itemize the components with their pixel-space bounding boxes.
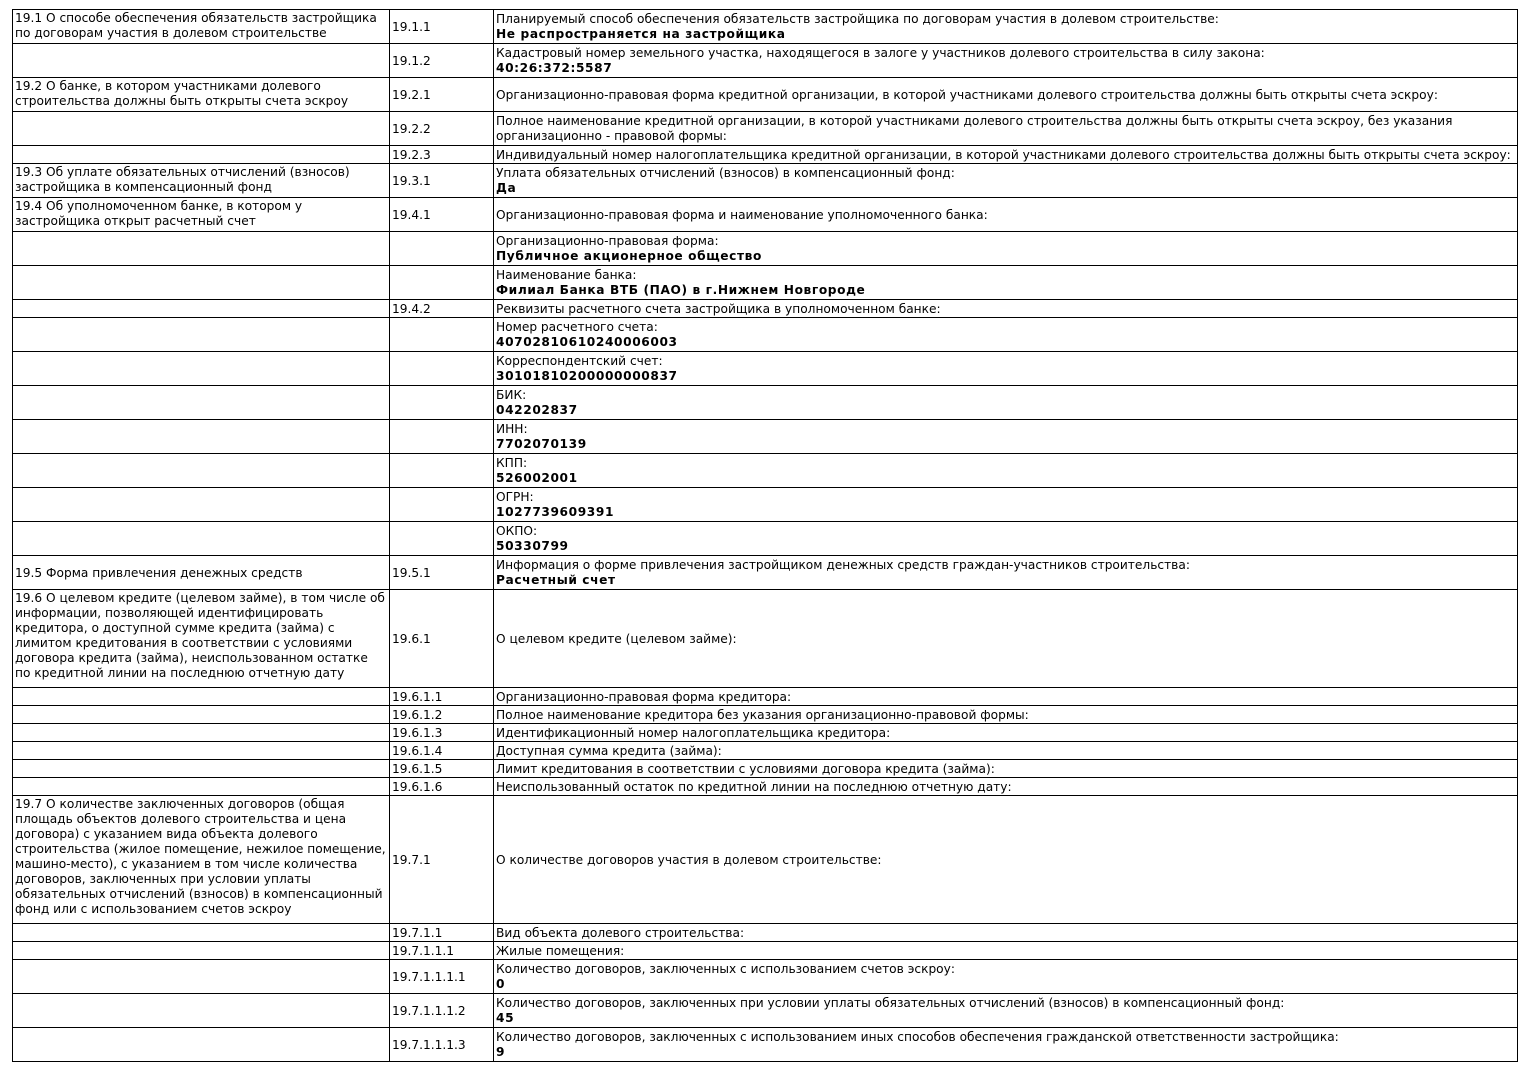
item-code: 19.6.1.2 <box>392 707 443 722</box>
section-cell <box>13 760 390 778</box>
item-value: 0 <box>496 977 506 991</box>
section-text: 19.7 О количестве заключенных договоров (общая площадь объектов долевого строительства и цена договора) с указанием вида объекта долевого строительства (жилое помещение, нежилое помещение, машино-место), с указанием в том числе количества договоров, заключенных при условии уплаты обязательных отчислений (взносов) в компенсационный фонд или с использованием счетов эскроу <box>15 797 386 916</box>
item-value: Публичное акционерное общество <box>496 249 762 263</box>
table-row <box>13 420 1518 454</box>
item-code: 19.7.1.1.1.1 <box>392 969 466 984</box>
item-value: 40:26:372:5587 <box>496 61 613 75</box>
item-label: Полное наименование кредитной организации, в которой участниками долевого строительства должны быть открыты счета эскроу, без указания организационно - правовой формы: <box>496 114 1453 143</box>
code-cell <box>390 266 494 300</box>
item-label: КПП: <box>496 456 528 470</box>
code-cell <box>390 742 494 760</box>
code-cell <box>390 454 494 488</box>
section-text: 19.1 О способе обеспечения обязательств застройщика по договорам участия в долевом строительстве <box>15 11 377 40</box>
content-cell <box>494 796 1518 924</box>
code-cell <box>390 724 494 742</box>
item-code: 19.7.1.1.1.2 <box>392 1003 466 1018</box>
table-row <box>13 924 1518 942</box>
table-row <box>13 556 1518 590</box>
item-label: Количество договоров, заключенных с использованием иных способов обеспечения гражданской ответственности застройщика: <box>496 1030 1339 1044</box>
section-cell <box>13 300 390 318</box>
item-label: ОГРН: <box>496 490 534 504</box>
table-row <box>13 454 1518 488</box>
table-row <box>13 44 1518 78</box>
item-code: 19.7.1.1 <box>392 925 443 940</box>
code-cell <box>390 796 494 924</box>
code-cell <box>390 688 494 706</box>
code-cell <box>390 590 494 688</box>
code-cell <box>390 44 494 78</box>
section-text: 19.6 О целевом кредите (целевом займе), в том числе об информации, позволяющей идентифицировать кредитора, о доступной сумме кредита (займа) с лимитом кредитования в соответствии с условиями договора кредита (займа), неиспользованном остатке по кредитной линии на последнюю отчетную дату <box>15 591 385 680</box>
content-cell <box>494 522 1518 556</box>
item-value: 042202837 <box>496 403 578 417</box>
code-cell <box>390 300 494 318</box>
section-cell <box>13 146 390 164</box>
section-cell <box>13 556 390 590</box>
item-code: 19.6.1.5 <box>392 761 443 776</box>
code-cell <box>390 146 494 164</box>
section-cell <box>13 1028 390 1062</box>
section-cell <box>13 112 390 146</box>
item-code: 19.6.1.6 <box>392 779 443 794</box>
code-cell <box>390 488 494 522</box>
content-cell <box>494 164 1518 198</box>
content-cell <box>494 760 1518 778</box>
item-code: 19.4.1 <box>392 207 431 222</box>
item-label: ИНН: <box>496 422 528 436</box>
table-row <box>13 300 1518 318</box>
code-cell <box>390 10 494 44</box>
code-cell <box>390 1028 494 1062</box>
table-row <box>13 112 1518 146</box>
item-value: 50330799 <box>496 539 569 553</box>
item-label: Кадастровый номер земельного участка, находящегося в залоге у участников долевого строительства в силу закона: <box>496 46 1265 60</box>
item-label: Информация о форме привлечения застройщиком денежных средств граждан-участников строительства: <box>496 558 1190 572</box>
table-row <box>13 942 1518 960</box>
item-label: Номер расчетного счета: <box>496 320 658 334</box>
section-cell <box>13 706 390 724</box>
table-row <box>13 146 1518 164</box>
code-cell <box>390 778 494 796</box>
item-value: 30101810200000000837 <box>496 369 678 383</box>
section-cell <box>13 960 390 994</box>
code-cell <box>390 706 494 724</box>
section-cell <box>13 44 390 78</box>
item-label: Организационно-правовая форма: <box>496 234 719 248</box>
content-cell <box>494 112 1518 146</box>
item-value: 7702070139 <box>496 437 587 451</box>
item-code: 19.2.1 <box>392 87 431 102</box>
item-label: Уплата обязательных отчислений (взносов) в компенсационный фонд: <box>496 166 955 180</box>
section-cell <box>13 266 390 300</box>
item-code: 19.6.1 <box>392 631 431 646</box>
table-row <box>13 742 1518 760</box>
item-label: Планируемый способ обеспечения обязательств застройщика по договорам участия в долевом строительстве: <box>496 12 1219 26</box>
content-cell <box>494 706 1518 724</box>
content-cell <box>494 942 1518 960</box>
item-value: 9 <box>496 1045 506 1059</box>
section-cell <box>13 78 390 112</box>
table-row <box>13 724 1518 742</box>
content-cell <box>494 742 1518 760</box>
table-row <box>13 318 1518 352</box>
section-cell <box>13 994 390 1028</box>
item-label: Реквизиты расчетного счета застройщика в уполномоченном банке: <box>496 301 941 316</box>
code-cell <box>390 164 494 198</box>
section-cell <box>13 724 390 742</box>
table-row <box>13 232 1518 266</box>
section-cell <box>13 522 390 556</box>
disclosure-table <box>12 9 1518 1062</box>
content-cell <box>494 10 1518 44</box>
content-cell <box>494 78 1518 112</box>
content-cell <box>494 232 1518 266</box>
code-cell <box>390 556 494 590</box>
content-cell <box>494 924 1518 942</box>
section-cell <box>13 742 390 760</box>
content-cell <box>494 318 1518 352</box>
code-cell <box>390 112 494 146</box>
item-value: Филиал Банка ВТБ (ПАО) в г.Нижнем Новгороде <box>496 283 866 297</box>
item-code: 19.7.1 <box>392 852 431 867</box>
table-row <box>13 960 1518 994</box>
code-cell <box>390 318 494 352</box>
table-row <box>13 522 1518 556</box>
content-cell <box>494 960 1518 994</box>
content-cell <box>494 352 1518 386</box>
section-cell <box>13 420 390 454</box>
table-row <box>13 688 1518 706</box>
item-code: 19.2.2 <box>392 121 431 136</box>
table-row <box>13 78 1518 112</box>
content-cell <box>494 556 1518 590</box>
code-cell <box>390 924 494 942</box>
content-cell <box>494 454 1518 488</box>
content-cell <box>494 266 1518 300</box>
section-cell <box>13 924 390 942</box>
item-label: Доступная сумма кредита (займа): <box>496 743 722 758</box>
item-code: 19.7.1.1.1 <box>392 943 455 958</box>
item-value: 1027739609391 <box>496 505 615 519</box>
item-label: Наименование банка: <box>496 268 637 282</box>
section-text: 19.4 Об уполномоченном банке, в котором у застройщика открыт расчетный счет <box>15 199 303 228</box>
section-cell <box>13 942 390 960</box>
item-code: 19.7.1.1.1.3 <box>392 1037 466 1052</box>
code-cell <box>390 960 494 994</box>
code-cell <box>390 78 494 112</box>
section-cell <box>13 10 390 44</box>
item-code: 19.5.1 <box>392 565 431 580</box>
disclosure-table-body <box>13 10 1518 1062</box>
item-code: 19.2.3 <box>392 147 431 162</box>
item-value: Расчетный счет <box>496 573 616 587</box>
code-cell <box>390 232 494 266</box>
section-cell <box>13 318 390 352</box>
table-row <box>13 164 1518 198</box>
section-text: 19.3 Об уплате обязательных отчислений (взносов) застройщика в компенсационный фонд <box>15 165 350 194</box>
content-cell <box>494 44 1518 78</box>
section-text: 19.2 О банке, в котором участниками долевого строительства должны быть открыты счета эскроу <box>15 79 349 108</box>
item-code: 19.4.2 <box>392 301 431 316</box>
code-cell <box>390 942 494 960</box>
content-cell <box>494 1028 1518 1062</box>
section-cell <box>13 232 390 266</box>
section-cell <box>13 590 390 688</box>
item-label: Количество договоров, заключенных с использованием счетов эскроу: <box>496 962 955 976</box>
section-cell <box>13 688 390 706</box>
table-row <box>13 778 1518 796</box>
table-row <box>13 198 1518 232</box>
item-label: ОКПО: <box>496 524 538 538</box>
code-cell <box>390 198 494 232</box>
item-label: Вид объекта долевого строительства: <box>496 925 745 940</box>
table-row <box>13 706 1518 724</box>
section-cell <box>13 386 390 420</box>
section-cell <box>13 198 390 232</box>
table-row <box>13 10 1518 44</box>
code-cell <box>390 352 494 386</box>
item-label: Жилые помещения: <box>496 943 625 958</box>
table-row <box>13 386 1518 420</box>
section-cell <box>13 454 390 488</box>
item-label: О целевом кредите (целевом займе): <box>496 631 737 646</box>
item-value: Да <box>496 181 517 195</box>
content-cell <box>494 146 1518 164</box>
item-label: Идентификационный номер налогоплательщика кредитора: <box>496 725 891 740</box>
content-cell <box>494 590 1518 688</box>
table-row <box>13 352 1518 386</box>
table-row <box>13 994 1518 1028</box>
item-label: Индивидуальный номер налогоплательщика кредитной организации, в которой участниками долевого строительства должны быть открыты счета эскроу: <box>496 147 1511 162</box>
code-cell <box>390 420 494 454</box>
content-cell <box>494 198 1518 232</box>
item-code: 19.1.2 <box>392 53 431 68</box>
table-row <box>13 796 1518 924</box>
content-cell <box>494 724 1518 742</box>
code-cell <box>390 994 494 1028</box>
section-cell <box>13 352 390 386</box>
item-label: БИК: <box>496 388 527 402</box>
item-label: О количестве договоров участия в долевом строительстве: <box>496 852 882 867</box>
item-value: 45 <box>496 1011 515 1025</box>
item-label: Организационно-правовая форма кредитора: <box>496 689 792 704</box>
item-label: Полное наименование кредитора без указания организационно-правовой формы: <box>496 707 1029 722</box>
content-cell <box>494 300 1518 318</box>
content-cell <box>494 778 1518 796</box>
content-cell <box>494 994 1518 1028</box>
item-code: 19.6.1.3 <box>392 725 443 740</box>
item-value: 526002001 <box>496 471 578 485</box>
content-cell <box>494 488 1518 522</box>
item-value: Не распространяется на застройщика <box>496 27 786 41</box>
section-cell <box>13 778 390 796</box>
section-cell <box>13 796 390 924</box>
item-label: Организационно-правовая форма кредитной организации, в которой участниками долевого строительства должны быть открыты счета эскроу: <box>496 87 1438 102</box>
code-cell <box>390 760 494 778</box>
table-row <box>13 760 1518 778</box>
item-code: 19.6.1.4 <box>392 743 443 758</box>
item-label: Организационно-правовая форма и наименование уполномоченного банка: <box>496 207 988 222</box>
item-value: 40702810610240006003 <box>496 335 678 349</box>
item-label: Корреспондентский счет: <box>496 354 663 368</box>
section-cell <box>13 488 390 522</box>
table-row <box>13 266 1518 300</box>
content-cell <box>494 688 1518 706</box>
table-row <box>13 1028 1518 1062</box>
item-code: 19.3.1 <box>392 173 431 188</box>
code-cell <box>390 386 494 420</box>
item-label: Количество договоров, заключенных при условии уплаты обязательных отчислений (взносов) в компенсационный фонд: <box>496 996 1285 1010</box>
content-cell <box>494 420 1518 454</box>
table-row <box>13 488 1518 522</box>
code-cell <box>390 522 494 556</box>
item-label: Лимит кредитования в соответствии с условиями договора кредита (займа): <box>496 761 995 776</box>
section-cell <box>13 164 390 198</box>
table-row <box>13 590 1518 688</box>
item-code: 19.6.1.1 <box>392 689 443 704</box>
content-cell <box>494 386 1518 420</box>
item-label: Неиспользованный остаток по кредитной линии на последнюю отчетную дату: <box>496 779 1012 794</box>
item-code: 19.1.1 <box>392 19 431 34</box>
section-text: 19.5 Форма привлечения денежных средств <box>15 565 303 580</box>
